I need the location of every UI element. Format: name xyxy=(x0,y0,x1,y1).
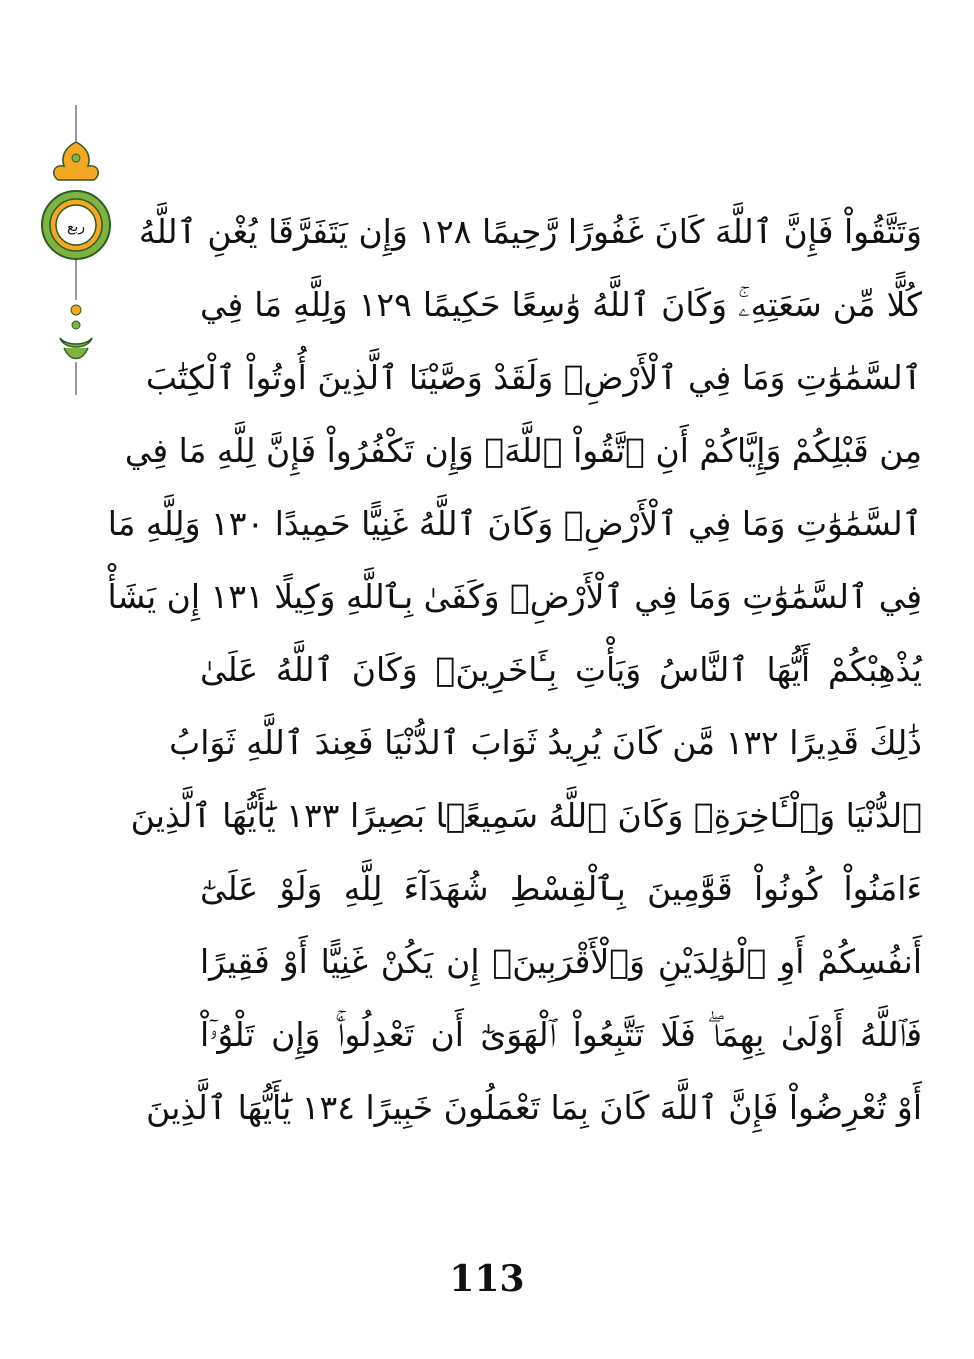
text-line-12: فَٱللَّهُ أَوْلَىٰ بِهِمَاۖ فَلَا تَتَّبِعُواْ ٱلْهَوَىٰٓ أَن تَعْدِلُواْۚ وَإِن تَلْوُۥٓاْ xyxy=(200,1015,922,1054)
text-line-8: ذَٰلِكَ قَدِيرًا ١٣٢ مَّن كَانَ يُرِيدُ ثَوَابَ ٱلدُّنْيَا فَعِندَ ٱللَّهِ ثَوَابُ xyxy=(169,723,922,762)
ornament-bottom-flower xyxy=(60,338,92,359)
text-line-6: فِي ٱلسَّمَٰوَٰتِ وَمَا فِي ٱلْأَرْضِۚ وَكَفَىٰ بِٱللَّهِ وَكِيلًا ١٣١ إِن يَشَأْ xyxy=(107,577,922,616)
text-line-11: أَنفُسِكُمْ أَوِ ٱلْوَٰلِدَيْنِ وَٱلْأَقْرَبِينَۚ إِن يَكُنْ غَنِيًّا أَوْ فَقِيرًا xyxy=(200,942,922,981)
text-line-10: ءَامَنُواْ كُونُواْ قَوَّٰمِينَ بِٱلْقِسْطِ شُهَدَآءَ لِلَّهِ وَلَوْ عَلَىٰٓ xyxy=(200,869,922,908)
text-line-13: أَوْ تُعْرِضُواْ فَإِنَّ ٱللَّهَ كَانَ بِمَا تَعْمَلُونَ خَبِيرًا ١٣٤ يَٰٓأَيُّهَا ٱلَّذِينَ xyxy=(146,1088,922,1127)
hizb-quarter-ornament xyxy=(40,100,112,400)
text-line-2: كُلًّا مِّن سَعَتِهِۦۚ وَكَانَ ٱللَّهُ وَٰسِعًا حَكِيمًا ١٢٩ وَلِلَّهِ مَا فِي xyxy=(200,285,922,324)
ornament-bud xyxy=(72,154,80,162)
text-line-1: وَتَتَّقُواْ فَإِنَّ ٱللَّهَ كَانَ غَفُورًا رَّحِيمًا ١٢٨ وَإِن يَتَفَرَّقَا يُغْنِ ٱللَّهُ xyxy=(138,212,922,251)
ornament-small-bead-1 xyxy=(71,305,81,315)
text-line-4: مِن قَبْلِكُمْ وَإِيَّاكُمْ أَنِ ٱتَّقُواْ ٱللَّهَۚ وَإِن تَكْفُرُواْ فَإِنَّ لِلَّهِ مَا فِي xyxy=(124,431,922,470)
text-line-3: ٱلسَّمَٰوَٰتِ وَمَا فِي ٱلْأَرْضِۗ وَلَقَدْ وَصَّيْنَا ٱلَّذِينَ أُوتُواْ ٱلْكِتَٰبَ xyxy=(145,358,922,397)
text-line-9: ٱلدُّنْيَا وَٱلْـَٔاخِرَةِۚ وَكَانَ ٱللَّهُ سَمِيعًۢا بَصِيرًا ١٣٣ يَٰٓأَيُّهَا ٱلَّذِينَ xyxy=(130,796,922,835)
hizb-marker-text: ربع xyxy=(66,219,86,235)
ornament-small-bead-2 xyxy=(72,321,80,329)
text-line-7: يُذْهِبْكُمْ أَيُّهَا ٱلنَّاسُ وَيَأْتِ بِـَٔاخَرِينَۚ وَكَانَ ٱللَّهُ عَلَىٰ xyxy=(200,650,922,689)
text-line-5: ٱلسَّمَٰوَٰتِ وَمَا فِي ٱلْأَرْضِۚ وَكَانَ ٱللَّهُ غَنِيًّا حَمِيدًا ١٣٠ وَلِلَّهِ مَا xyxy=(107,504,922,543)
quran-text-block xyxy=(107,195,922,1144)
page-number: 113 xyxy=(449,1258,525,1300)
